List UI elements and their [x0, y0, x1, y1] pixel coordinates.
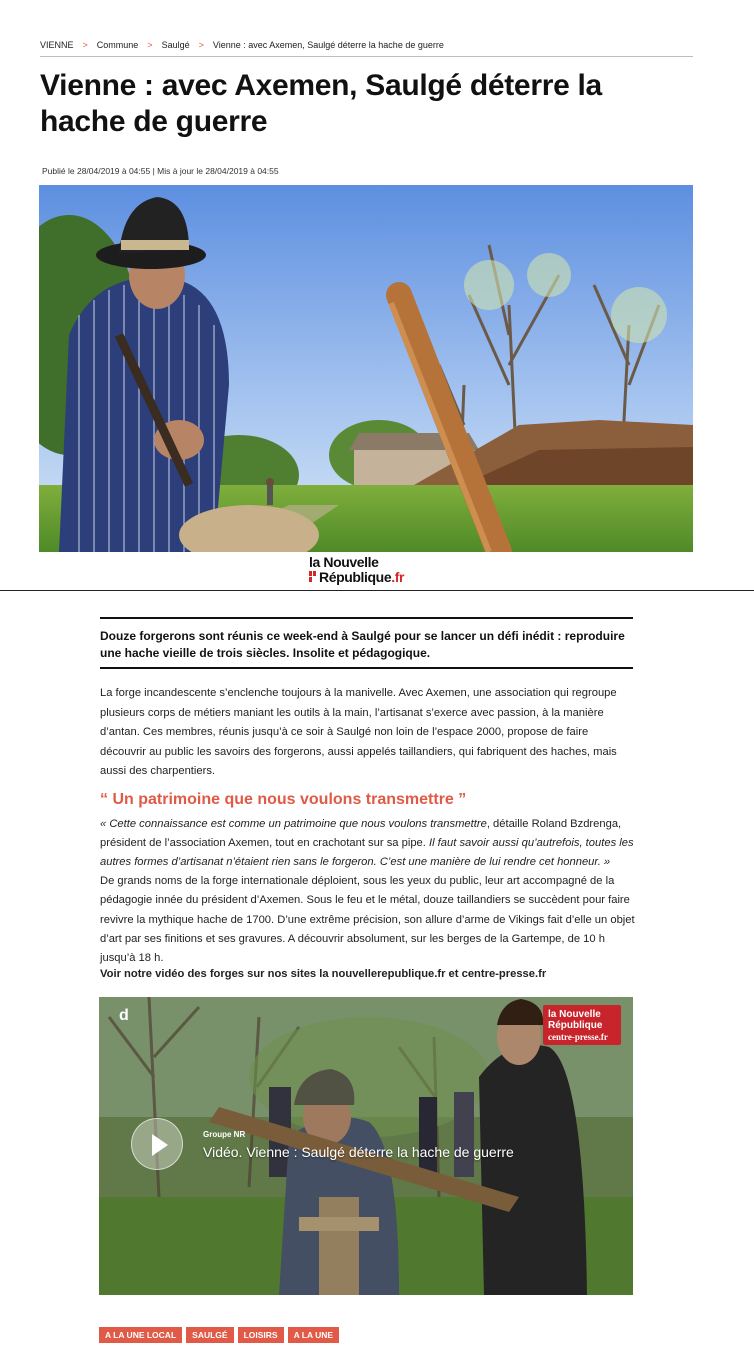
- video-link-text: Voir notre vidéo des forges sur nos sites la nouvellerepublique.fr et centre-presse.fr: [100, 968, 547, 980]
- breadcrumb-vienne[interactable]: VIENNE: [40, 40, 74, 50]
- breadcrumb-commune[interactable]: Commune: [96, 40, 139, 50]
- divider: [0, 590, 754, 591]
- article-lead: Douze forgerons sont réunis ce week-end à Saulgé pour se lancer un défi inédit : reproduire une hache vieille de trois siècles. Insolite et pédagogique.: [100, 617, 633, 669]
- hero-image: [39, 185, 693, 552]
- video-title[interactable]: Vidéo. Vienne : Saulgé déterre la hache de guerre: [203, 1144, 514, 1160]
- video-player[interactable]: [99, 997, 633, 1295]
- logo-line1: la Nouvelle: [309, 554, 379, 570]
- tag-a-la-une-local[interactable]: A LA UNE LOCAL: [99, 1327, 182, 1343]
- tag-saulge[interactable]: SAULGÉ: [186, 1327, 233, 1343]
- publication-date: Publié le 28/04/2019 à 04:55 | Mis à jour le 28/04/2019 à 04:55: [42, 166, 279, 176]
- play-button[interactable]: [131, 1118, 183, 1170]
- tag-a-la-une[interactable]: A LA UNE: [288, 1327, 340, 1343]
- article-paragraph: « Cette connaissance est comme un patrimoine que nous voulons transmettre, détaille Roland Bzdrenga, président de l’association Axemen, tout en crachotant sur sa pipe. Il faut savoir aussi qu’autrefois, toutes les autres formes d’artisanat n’étaient rien sans le forgeron. C’est une manière de lui rendre cet honneur. »: [100, 818, 634, 868]
- breadcrumb-separator-icon: >: [198, 40, 204, 50]
- article-subheading: “ Un patrimoine que nous voulons transmettre ”: [100, 791, 467, 808]
- channel-logo: d: [119, 1007, 129, 1024]
- video-group: Groupe NR: [203, 1130, 246, 1139]
- breadcrumb-separator-icon: >: [147, 40, 153, 50]
- logo-mark-icon: [309, 571, 317, 583]
- breadcrumb-separator-icon: >: [82, 40, 88, 50]
- breadcrumb: [40, 40, 693, 57]
- nouvelle-republique-logo[interactable]: [309, 554, 429, 586]
- breadcrumb-current: Vienne : avec Axemen, Saulgé déterre la hache de guerre: [212, 40, 444, 50]
- nr-badge-logo: la Nouvelle République centre-presse.fr: [543, 1005, 621, 1045]
- tag-list: [99, 1327, 339, 1343]
- article-paragraph: La forge incandescente s’enclenche toujours à la manivelle. Avec Axemen, une association qui regroupe plusieurs corps de métiers maniant les outils à la main, l’artisanat s’exerce avec passion, à la manière d’antan. Ces membres, réunis jusqu’à ce soir à Saulgé non loin de l’espace 2000, propose de faire découvrir au public les savoirs des forgerons, aussi appelés taillandiers, qui fabriquent des haches, mais aussi des charpentiers.: [100, 687, 617, 777]
- article-title: Vienne : avec Axemen, Saulgé déterre la hache de guerre: [40, 69, 602, 138]
- logo-line2: République.fr: [319, 569, 405, 585]
- breadcrumb-saulge[interactable]: Saulgé: [161, 40, 190, 50]
- play-icon: [152, 1134, 168, 1156]
- tag-loisirs[interactable]: LOISIRS: [238, 1327, 284, 1343]
- article-paragraph: De grands noms de la forge internationale déploient, sous les yeux du public, leur art accompagné de la pédagogie innée du président d’Axemen. Sous le feu et le métal, douze taillandiers se succèdent pour faire revivre la mythique hache de 1700. D’une extrême précision, son allure d’arme de Vikings fait d’elle un objet d’art par ses finitions et ses gravures. A découvrir absolument, sur les berges de la Gartempe, de 10 h jusqu’à 18 h.: [100, 875, 635, 965]
